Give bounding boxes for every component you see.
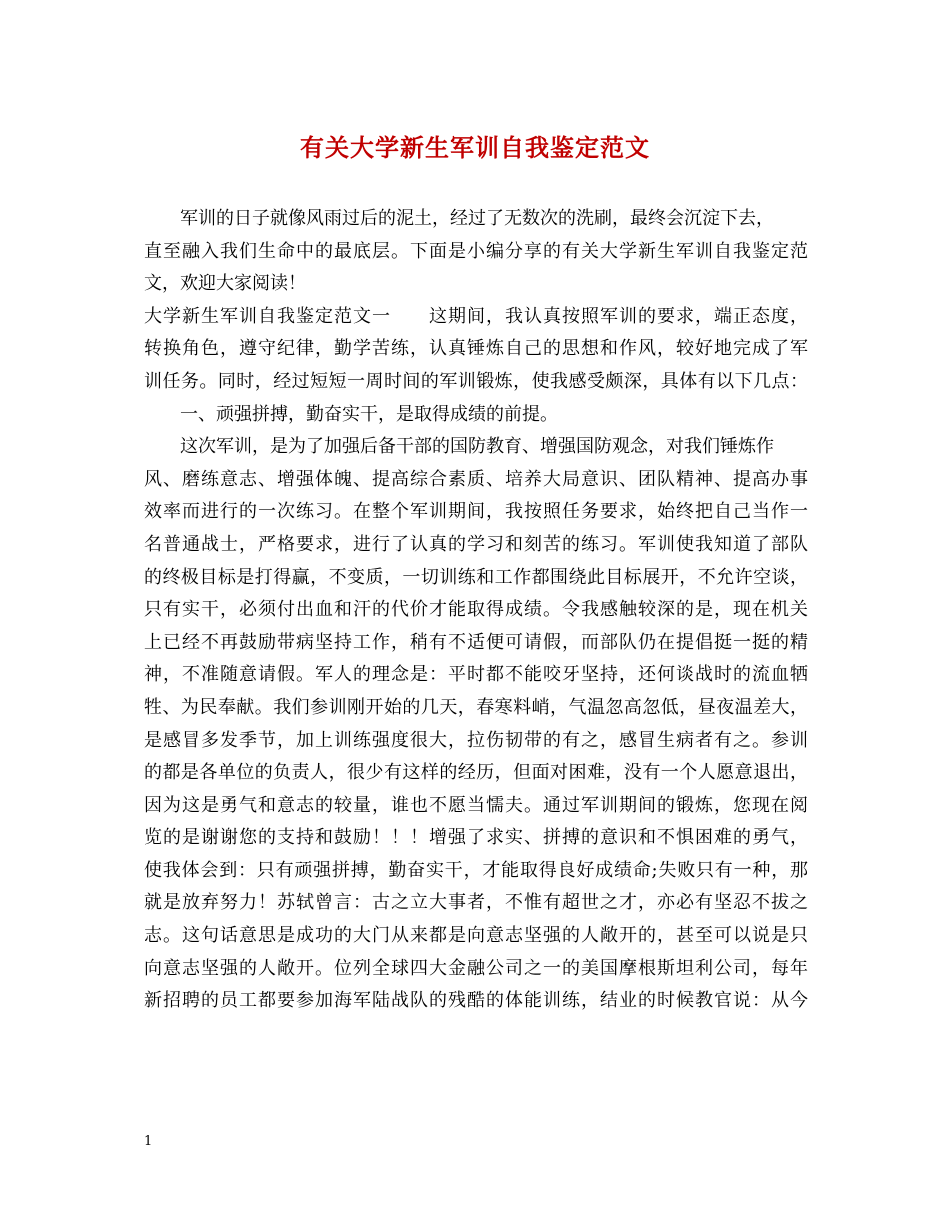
- body-line: 效率而进行的一次练习。在整个军训期间，我按照任务要求，始终把自己当作一: [144, 501, 808, 523]
- body-line: 是感冒多发季节，加上训练强度很大，拉伤韧带的有之，感冒生病者有之。参训: [144, 729, 808, 751]
- body-line: 军训的日子就像风雨过后的泥土，经过了无数次的洗刷，最终会沉淀下去，: [180, 208, 774, 229]
- body-line: 这次军训，是为了加强后备干部的国防教育、增强国防观念，对我们锤炼作: [180, 436, 774, 458]
- body-line: 只有实干，必须付出血和汗的代价才能取得成绩。令我感触较深的是，现在机关: [144, 599, 808, 621]
- body-line: 风、磨练意志、增强体魄、提高综合素质、培养大局意识、团队精神、提高办事: [144, 468, 808, 490]
- body-line: 览的是谢谢您的支持和鼓励！！！增强了求实、拼搏的意识和不惧困难的勇气，: [144, 827, 808, 849]
- document-title: 有关大学新生军训自我鉴定范文: [300, 133, 650, 162]
- page-number: 1: [144, 1134, 153, 1149]
- body-line: 志。这句话意思是成功的大门从来都是向意志坚强的人敞开的，甚至可以说是只: [144, 925, 808, 947]
- body-line: 神，不准随意请假。军人的理念是：平时都不能咬牙坚持，还何谈战时的流血牺: [144, 664, 808, 686]
- document-body: [144, 203, 808, 1018]
- body-line: 的终极目标是打得赢，不变质，一切训练和工作都围绕此目标展开，不允许空谈，: [144, 566, 808, 588]
- body-line: 名普通战士，严格要求，进行了认真的学习和刻苦的练习。军训使我知道了部队: [144, 533, 808, 555]
- section-heading: 一、顽强拼搏，勤奋实干，是取得成绩的前提。: [180, 403, 558, 425]
- body-line: 牲、为民奉献。我们参训刚开始的几天，春寒料峭，气温忽高忽低，昼夜温差大，: [144, 696, 808, 718]
- body-line: 使我体会到：只有顽强拼搏，勤奋实干，才能取得良好成绩命;失败只有一种，那: [144, 859, 808, 881]
- body-line: 上已经不再鼓励带病坚持工作，稍有不适便可请假，而部队仍在提倡挺一挺的精: [144, 631, 808, 653]
- body-line: 因为这是勇气和意志的较量，谁也不愿当懦夫。通过军训期间的锻炼，您现在阅: [144, 794, 808, 816]
- body-line: 直至融入我们生命中的最底层。下面是小编分享的有关大学新生军训自我鉴定范: [144, 240, 808, 262]
- body-line: 就是放弃努力！苏轼曾言：古之立大事者，不惟有超世之才，亦必有坚忍不拔之: [144, 892, 808, 914]
- body-line: 的都是各单位的负责人，很少有这样的经历，但面对困难，没有一个人愿意退出，: [144, 762, 808, 784]
- body-line: 大学新生军训自我鉴定范文一 这期间，我认真按照军训的要求，端正态度，: [144, 305, 808, 327]
- body-line: 训任务。同时，经过短短一周时间的军训锻炼，使我感受颇深，具体有以下几点：: [144, 370, 808, 392]
- body-line: 新招聘的员工都要参加海军陆战队的残酷的体能训练，结业的时候教官说：从今: [144, 990, 808, 1012]
- body-line: 文，欢迎大家阅读！: [144, 273, 306, 295]
- body-line: 向意志坚强的人敞开。位列全球四大金融公司之一的美国摩根斯坦利公司，每年: [144, 957, 808, 979]
- body-line: 转换角色，遵守纪律，勤学苦练，认真锤炼自己的思想和作风，较好地完成了军: [144, 338, 808, 360]
